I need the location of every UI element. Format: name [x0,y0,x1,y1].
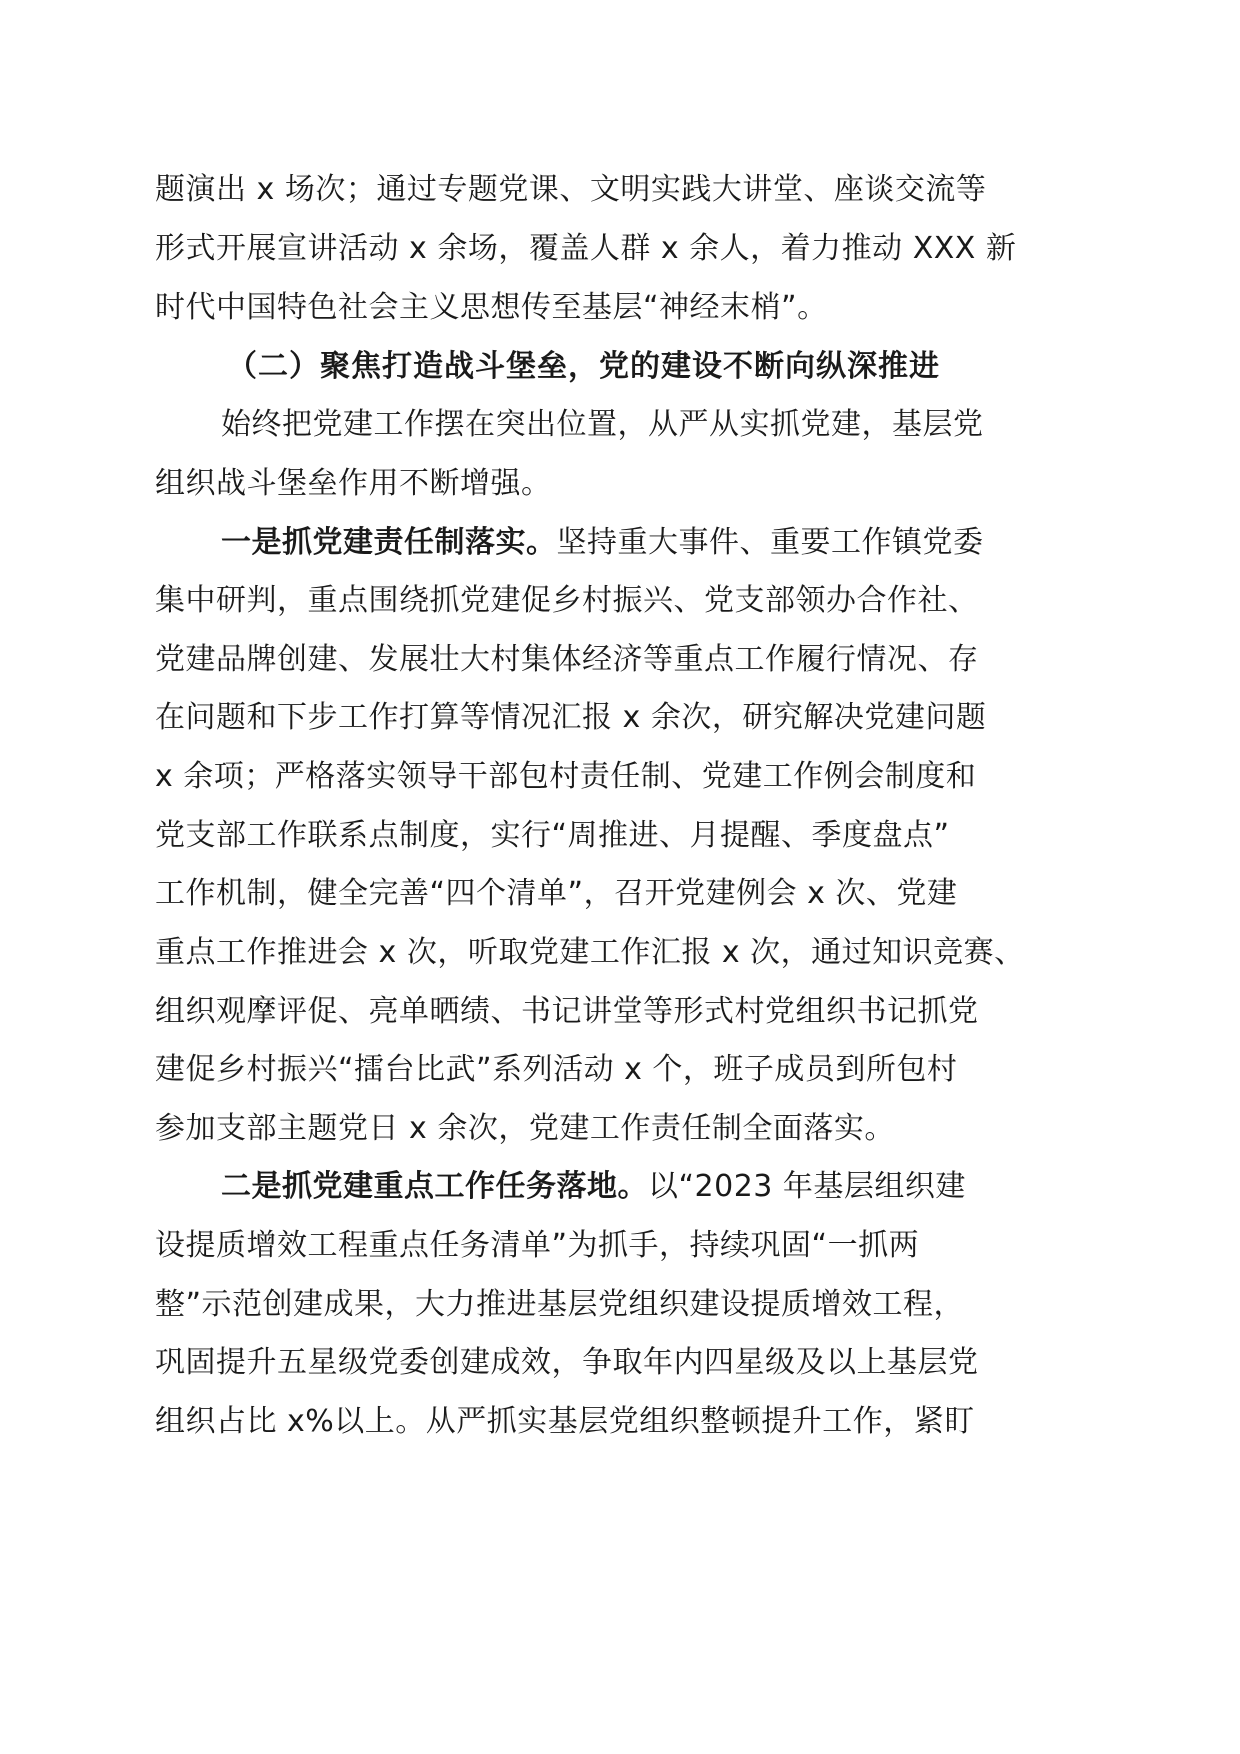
text-line: 在问题和下步工作打算等情况汇报 x 余次，研究解决党建问题 [155,700,987,735]
text-line [221,1167,966,1207]
text-line: 工作机制，健全完善“四个清单”，召开党建例会 x 次、党建 [155,876,958,911]
text-line: 集中研判，重点围绕抓党建促乡村振兴、党支部领办合作社、 [155,583,979,618]
text-line: 组织战斗堡垒作用不断增强。 [155,466,552,501]
text-line: 党建品牌创建、发展壮大村集体经济等重点工作履行情况、存 [155,642,979,677]
section-heading: （二）聚焦打造战斗堡垒，党的建设不断向纵深推进 [227,349,940,384]
text-line: 始终把党建工作摆在突出位置，从严从实抓党建，基层党 [221,407,984,442]
text-line [221,523,984,563]
text-line: 整”示范创建成果，大力推进基层党组织建设提质增效工程， [155,1287,965,1322]
text-line: x 余项；严格落实领导干部包村责任制、党建工作例会制度和 [155,759,977,794]
text-line: 参加支部主题党日 x 余次，党建工作责任制全面落实。 [155,1111,895,1146]
bold-lead: 一是抓党建责任制落实。 [221,525,557,560]
text-line: 时代中国特色社会主义思想传至基层“神经末梢”。 [155,290,828,325]
text-line: 组织观摩评促、亮单晒绩、书记讲堂等形式村党组织书记抓党 [155,994,979,1029]
text-run: 以“2023 年基层组织建 [648,1169,966,1204]
bold-lead: 二是抓党建重点工作任务落地。 [221,1169,648,1204]
text-line: 建促乡村振兴“擂台比武”系列活动 x 个，班子成员到所包村 [155,1052,958,1087]
text-line: 党支部工作联系点制度，实行“周推进、月提醒、季度盘点” [155,818,950,853]
text-line: 组织占比 x%以上。从严抓实基层党组织整顿提升工作，紧盯 [155,1404,975,1439]
text-line: 重点工作推进会 x 次，听取党建工作汇报 x 次，通过知识竞赛、 [155,935,1025,970]
text-line: 设提质增效工程重点任务清单”为抓手，持续巩固“一抓两 [155,1228,920,1263]
text-line: 形式开展宣讲活动 x 余场，覆盖人群 x 余人，着力推动 XXX 新 [155,231,1017,266]
text-line: 题演出 x 场次；通过专题党课、文明实践大讲堂、座谈交流等 [155,172,987,207]
text-line: 巩固提升五星级党委创建成效，争取年内四星级及以上基层党 [155,1345,979,1380]
text-run: 坚持重大事件、重要工作镇党委 [556,525,984,560]
